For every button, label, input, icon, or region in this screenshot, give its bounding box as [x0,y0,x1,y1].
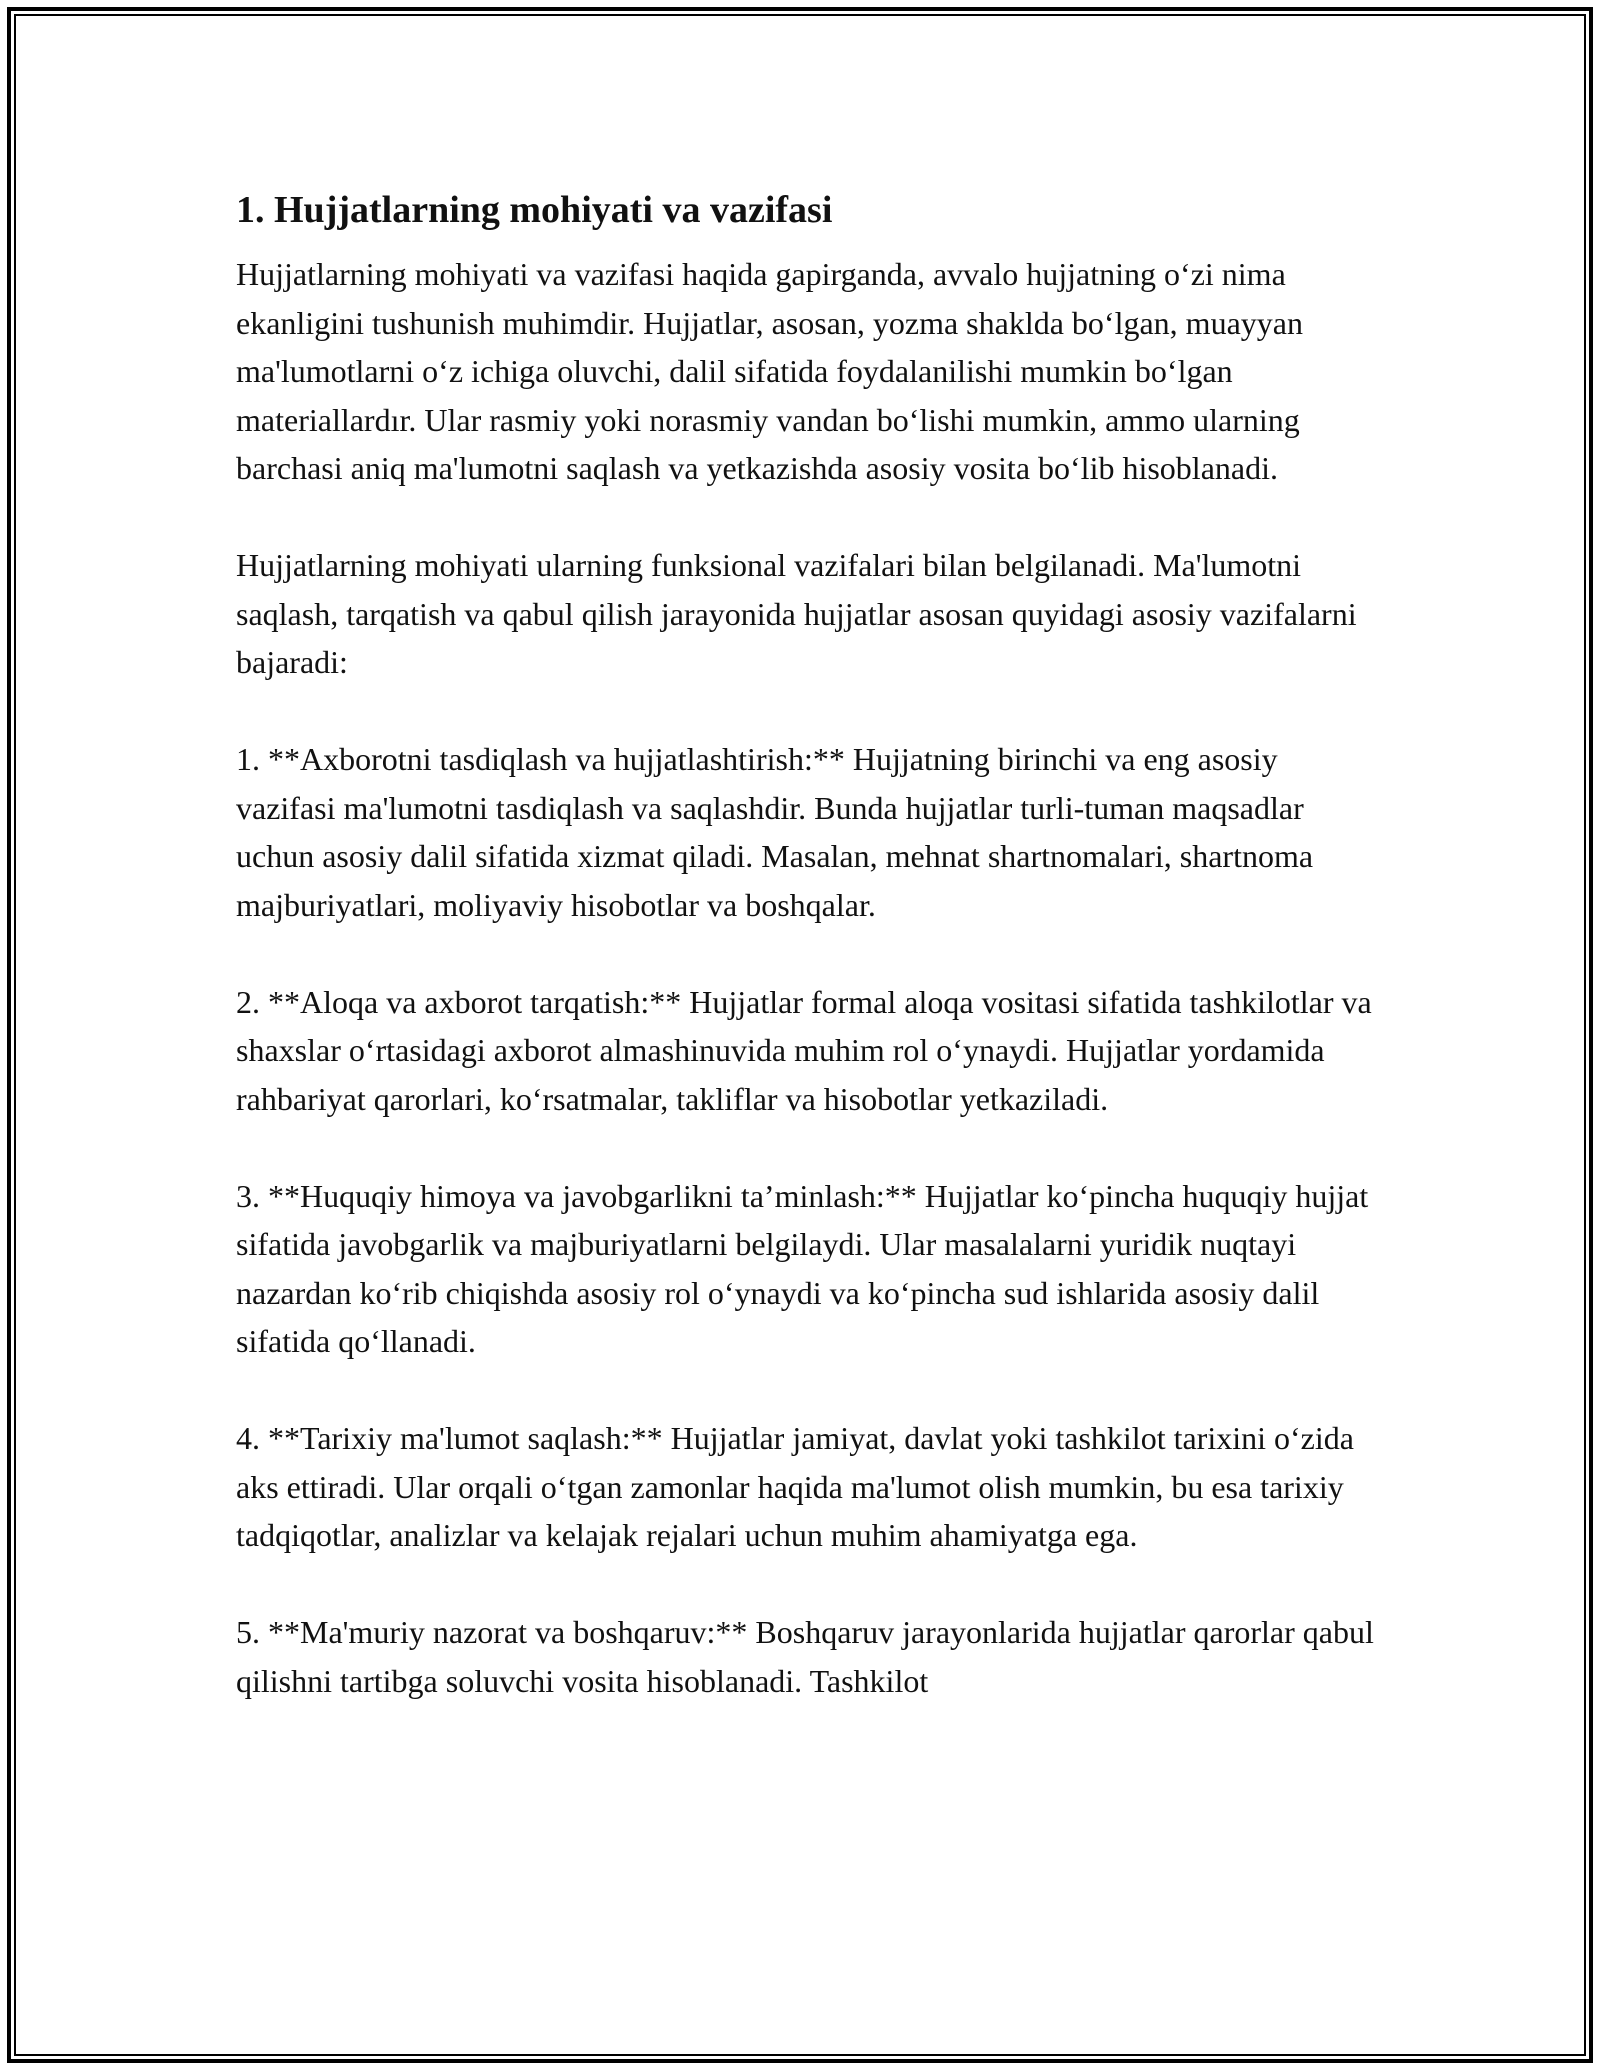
section-heading: 1. Hujjatlarning mohiyati va vazifasi [236,189,833,231]
list-item-3: 3. **Huquqiy himoya va javobgarlikni ta’minlash:** Hujjatlar ko‘pincha huquqiy hujjat sifatida javobgarlik va majburiyatlarni belgilaydi. Ular masalalarni yuridik nuqtayi nazardan ko‘rib chiqishda asosiy rol o‘ynaydi va ko‘pincha sud ishlarida asosiy dalil sifatida qo‘llanadi. [236,1177,1369,1359]
list-item-5: 5. **Ma'muriy nazorat va boshqaruv:** Boshqaruv jarayonlarida hujjatlar qarorlar qabul qilishni tartibga soluvchi vosita hisoblanadi. Tashkilot [236,1614,1374,1699]
list-item-1: 1. **Axborotni tasdiqlash va hujjatlashtirish:** Hujjatning birinchi va eng asosiy vazifasi ma'lumotni tasdiqlash va saqlashdir. Bunda hujjatlar turli-tuman maqsadlar uchun asosiy dalil sifatida xizmat qiladi. Masalan, mehnat shartnomalari, shartnoma majburiyatlari, moliyaviy hisobotlar va boshqalar. [236,741,1314,923]
list-item-4: 4. **Tarixiy ma'lumot saqlash:** Hujjatlar jamiyat, davlat yoki tashkilot tarixini o‘zida aks ettiradi. Ular orqali o‘tgan zamonlar haqida ma'lumot olish mumkin, bu esa tarixiy tadqiqotlar, analizlar va kelajak rejalari uchun muhim ahamiyatga ega. [236,1420,1354,1553]
paragraph-functions-intro: Hujjatlarning mohiyati ularning funksional vazifalari bilan belgilanadi. Ma'lumotni saqlash, tarqatish va qabul qilish jarayonida hujjatlar asosan quyidagi asosiy vazifalarni bajaradi: [236,547,1357,680]
list-item-2: 2. **Aloqa va axborot tarqatish:** Hujjatlar formal aloqa vositasi sifatida tashkilotlar va shaxslar o‘rtasidagi axborot almashinuvida muhim rol o‘ynaydi. Hujjatlar yordamida rahbariyat qarorlari, ko‘rsatmalar, takliflar va hisobotlar yetkaziladi. [236,983,1372,1117]
document-body [236,186,1376,1754]
paragraph-intro: Hujjatlarning mohiyati va vazifasi haqida gapirganda, avvalo hujjatning o‘zi nima ekanligini tushunish muhimdir. Hujjatlar, asosan, yozma shaklda bo‘lgan, muayyan ma'lumotlarni o‘z ichiga oluvchi, dalil sifatida foydalanilishi mumkin bo‘lgan materiallardır. Ular rasmiy yoki norasmiy vandan bo‘lishi mumkin, ammo ularning barchasi aniq ma'lumotni saqlash va yetkazishda asosiy vosita bo‘lib hisoblanadi. [236,256,1303,486]
